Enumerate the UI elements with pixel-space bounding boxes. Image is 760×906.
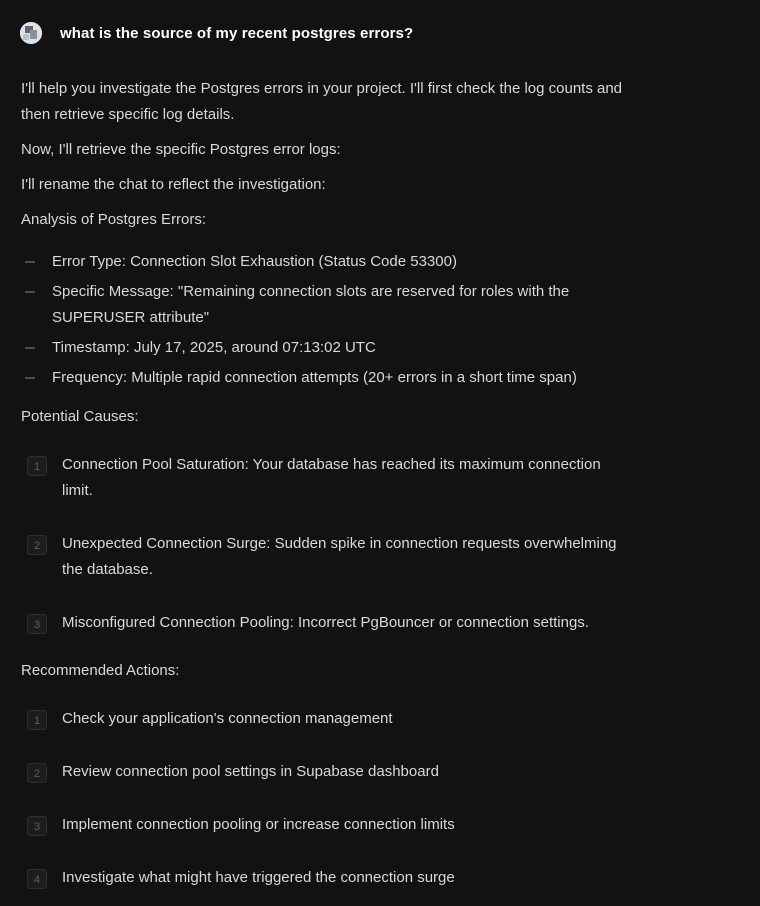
avatar bbox=[20, 22, 42, 44]
intro-paragraph: I'll help you investigate the Postgres errors in your project. I'll first check the log counts and then retrieve specific log details. bbox=[21, 80, 623, 123]
list-item bbox=[21, 249, 631, 275]
number-badge: 1 bbox=[27, 456, 47, 476]
number-badge: 3 bbox=[27, 816, 47, 836]
number-badge: 3 bbox=[27, 614, 47, 634]
analysis-heading: Analysis of Postgres Errors: bbox=[21, 211, 207, 228]
number-badge: 2 bbox=[27, 535, 47, 555]
list-item bbox=[21, 279, 631, 331]
list-item-text: Timestamp: July 17, 2025, around 07:13:02 UTC bbox=[52, 339, 376, 356]
assistant-response bbox=[21, 76, 631, 891]
step-paragraph: I'll rename the chat to reflect the investigation: bbox=[21, 176, 326, 193]
user-message: what is the source of my recent postgres errors? bbox=[60, 24, 414, 42]
dash-icon bbox=[25, 347, 35, 349]
actions-heading: Recommended Actions: bbox=[21, 662, 180, 679]
causes-heading: Potential Causes: bbox=[21, 408, 139, 425]
list-item-text: Frequency: Multiple rapid connection attempts (20+ errors in a short time span) bbox=[52, 369, 577, 386]
list-item bbox=[21, 706, 631, 732]
actions-list bbox=[21, 706, 631, 891]
list-item bbox=[21, 812, 631, 838]
list-item-text: Error Type: Connection Slot Exhaustion (Status Code 53300) bbox=[52, 253, 457, 270]
causes-list bbox=[21, 452, 631, 636]
list-item-text: Check your application's connection management bbox=[62, 710, 393, 727]
list-item bbox=[21, 365, 631, 391]
analysis-list bbox=[21, 249, 631, 391]
list-item-text: Specific Message: "Remaining connection slots are reserved for roles with the SUPERUSER attribute" bbox=[52, 283, 570, 326]
list-item bbox=[21, 759, 631, 785]
list-item bbox=[21, 335, 631, 361]
user-message-row bbox=[20, 22, 413, 44]
number-badge: 1 bbox=[27, 710, 47, 730]
list-item bbox=[21, 865, 631, 891]
list-item-text: Connection Pool Saturation: Your database has reached its maximum connection limit. bbox=[62, 456, 601, 499]
list-item-text: Implement connection pooling or increase connection limits bbox=[62, 816, 455, 833]
number-badge: 4 bbox=[27, 869, 47, 889]
number-badge: 2 bbox=[27, 763, 47, 783]
dash-icon bbox=[25, 291, 35, 293]
list-item-text: Misconfigured Connection Pooling: Incorrect PgBouncer or connection settings. bbox=[62, 614, 589, 631]
dash-icon bbox=[25, 377, 35, 379]
list-item bbox=[21, 452, 631, 504]
list-item-text: Unexpected Connection Surge: Sudden spike in connection requests overwhelming the database. bbox=[62, 535, 617, 578]
dash-icon bbox=[25, 261, 35, 263]
list-item-text: Review connection pool settings in Supabase dashboard bbox=[62, 763, 439, 780]
list-item bbox=[21, 531, 631, 583]
list-item-text: Investigate what might have triggered the connection surge bbox=[62, 869, 455, 886]
list-item bbox=[21, 610, 631, 636]
step-paragraph: Now, I'll retrieve the specific Postgres error logs: bbox=[21, 141, 341, 158]
